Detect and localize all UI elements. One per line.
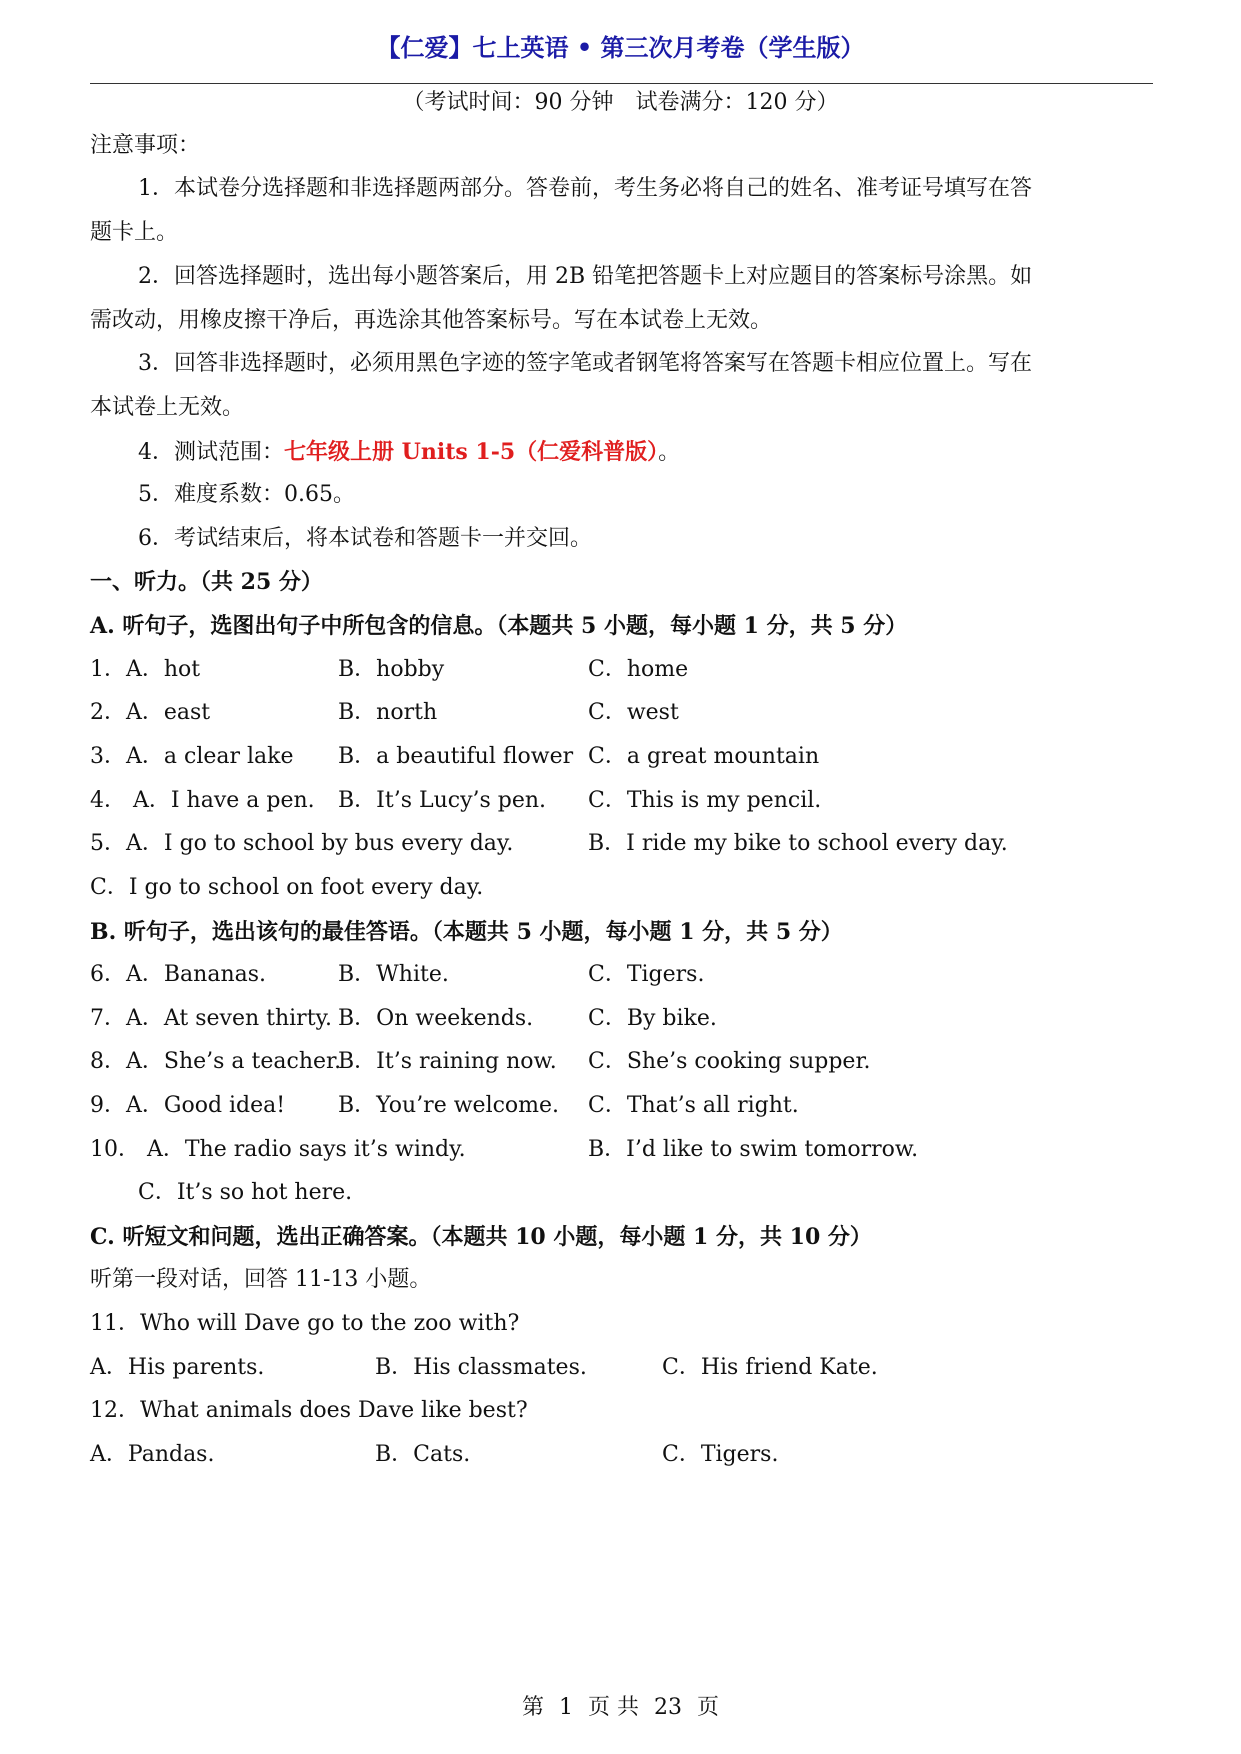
q6-option-a: 6．A．Bananas. (90, 962, 267, 987)
q1-option-a: 1．A．hot (90, 657, 201, 682)
q10-option-a: 10． A．The radio says it’s windy. (90, 1137, 466, 1162)
q5-option-a: 5．A．I go to school by bus every day. (90, 831, 514, 856)
header-divider (90, 83, 1153, 84)
q8-option-a: 8．A．She’s a teacher. (90, 1049, 342, 1074)
q6-option-b: B．White. (338, 962, 449, 987)
notice-item-2-cont: 需改动，用橡皮擦干净后，再选涂其他答案标号。写在本试卷上无效。 (90, 308, 773, 333)
test-range: 七年级上册 Units 1-5（仁爱科普版） (284, 439, 659, 465)
q3-option-c: C．a great mountain (588, 744, 820, 769)
page-title: 【仁爱】七上英语 • 第三次月考卷（学生版） (376, 33, 865, 62)
notice-item-4-suffix: 。 (658, 440, 681, 465)
notice-item-1: 1．本试卷分选择题和非选择题两部分。答卷前，考生务必将自己的姓名、准考证号填写在答 (138, 176, 1033, 201)
footer-suffix: 页 (697, 1695, 720, 1720)
q4-option-a: 4． A．I have a pen. (90, 788, 315, 813)
q3-option-a: 3．A．a clear lake (90, 744, 294, 769)
q1-option-b: B．hobby (338, 657, 445, 682)
notice-item-3: 3．回答非选择题时，必须用黑色字迹的签字笔或者钢笔将答案写在答题卡相应位置上。写在 (138, 351, 1033, 376)
footer-prefix: 第 (521, 1695, 544, 1720)
q9-option-c: C．That’s all right. (588, 1093, 799, 1118)
exam-info: （考试时间：90 分钟 试卷满分：120 分） (402, 90, 839, 115)
q2-option-b: B．north (338, 700, 438, 725)
part-b-heading: B. 听句子，选出该句的最佳答语。（本题共 5 小题，每小题 1 分，共 5 分） (90, 919, 843, 945)
q1-option-c: C．home (588, 657, 689, 682)
page-footer (0, 1690, 1241, 1721)
part-c-heading: C. 听短文和问题，选出正确答案。（本题共 10 小题，每小题 1 分，共 10 分） (90, 1224, 872, 1250)
q12-stem: 12．What animals does Dave like best? (90, 1398, 528, 1423)
q11-stem: 11．Who will Dave go to the zoo with? (90, 1311, 520, 1336)
q9-option-b: B．You’re welcome. (338, 1093, 560, 1118)
part-a-heading: A. 听句子，选图出句子中所包含的信息。（本题共 5 小题，每小题 1 分，共 5 分） (90, 613, 908, 639)
q12-option-c: C．Tigers. (662, 1442, 779, 1467)
q3-option-b: B．a beautiful flower (338, 744, 574, 769)
q4-option-c: C．This is my pencil. (588, 788, 822, 813)
q11-option-b: B．His classmates. (375, 1355, 587, 1380)
notice-item-2: 2．回答选择题时，选出每小题答案后，用 2B 铅笔把答题卡上对应题目的答案标号涂黑。如 (138, 264, 1033, 289)
q5-option-c: C．I go to school on foot every day. (90, 875, 484, 900)
q5-option-b: B．I ride my bike to school every day. (588, 831, 1008, 856)
notice-item-3-cont: 本试卷上无效。 (90, 395, 245, 420)
q7-option-b: B．On weekends. (338, 1006, 534, 1031)
q12-option-a: A．Pandas. (90, 1442, 215, 1467)
q6-option-c: C．Tigers. (588, 962, 705, 987)
q12-option-b: B．Cats. (375, 1442, 471, 1467)
q7-option-a: 7．A．At seven thirty. (90, 1006, 333, 1031)
q9-option-a: 9．A．Good idea! (90, 1093, 286, 1118)
q11-option-c: C．His friend Kate. (662, 1355, 878, 1380)
notice-item-5: 5．难度系数：0.65。 (138, 482, 355, 507)
q2-option-a: 2．A．east (90, 700, 211, 725)
section-heading-listening: 一、听力。（共 25 分） (90, 569, 323, 595)
notice-item-4 (138, 439, 680, 466)
q2-option-c: C．west (588, 700, 679, 725)
page-number: 1 (559, 1695, 573, 1720)
notice-item-6: 6．考试结束后，将本试卷和答题卡一并交回。 (138, 526, 592, 551)
notice-item-4-prefix: 4．测试范围： (138, 440, 284, 465)
q4-option-b: B．It’s Lucy’s pen. (338, 788, 547, 813)
q11-option-a: A．His parents. (90, 1355, 265, 1380)
footer-mid: 页 共 (588, 1695, 639, 1720)
notice-heading: 注意事项： (90, 133, 201, 158)
q8-option-b: B．It’s raining now. (338, 1049, 557, 1074)
q7-option-c: C．By bike. (588, 1006, 717, 1031)
part-c-intro: 听第一段对话，回答 11-13 小题。 (90, 1267, 432, 1292)
q10-option-b: B．I’d like to swim tomorrow. (588, 1137, 919, 1162)
q10-option-c: C．It’s so hot here. (138, 1180, 353, 1205)
notice-item-1-cont: 题卡上。 (90, 220, 179, 245)
page-total: 23 (654, 1695, 682, 1720)
q8-option-c: C．She’s cooking supper. (588, 1049, 871, 1074)
